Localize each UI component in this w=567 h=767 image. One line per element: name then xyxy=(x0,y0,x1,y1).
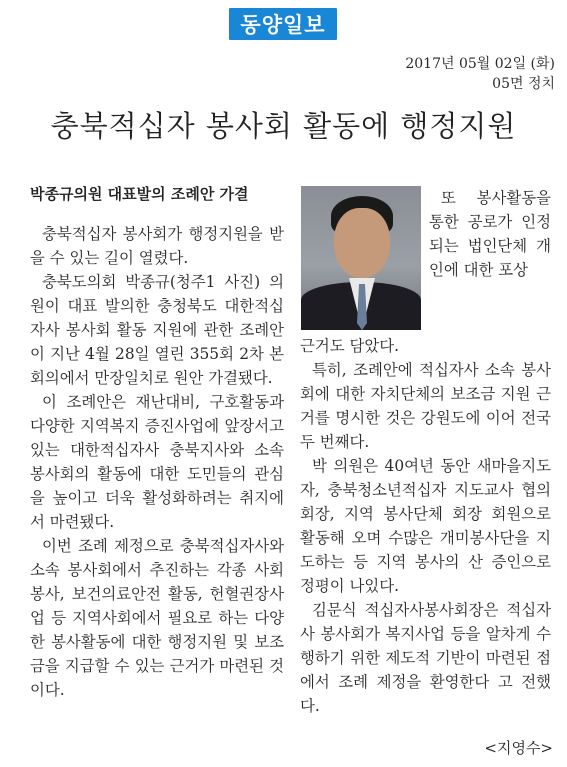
article-column-right-top xyxy=(429,186,551,282)
article-byline: <지영수> xyxy=(484,739,553,757)
newspaper-logo xyxy=(229,8,337,40)
publication-date: 2017년 05월 02일 (화) xyxy=(405,56,555,72)
paragraph: 이번 조례 제정으로 충북적십자사와 소속 봉사회에서 추진하는 각종 사회봉사, 보건의료안전 활동, 헌혈권장사업 등 지역사회에서 필요로 하는 다양한 봉사활동에 대한 행정지원 및 보조금을 지급할 수 있는 근거가 마련된 것이다. xyxy=(30,537,284,699)
paragraph: 또 봉사활동을 통한 공로가 인정되는 법인단체 개인에 대한 포상 xyxy=(429,189,551,279)
article-column-right xyxy=(300,334,551,718)
logo-text: 동양일보 xyxy=(240,13,326,37)
article-subheadline: 박종규의원 대표발의 조례안 가결 xyxy=(30,185,249,203)
paragraph: 박 의원은 40여년 동안 새마을지도자, 충북청소년적십자 지도교사 협의회장, 지역 봉사단체 회장 회원으로 활동해 오며 수많은 개미봉사단을 지도하는 등 지역 봉사의 산 증인으로 정평이 나있다. xyxy=(300,457,551,595)
paragraph: 충북도의회 박종규(청주1 사진) 의원이 대표 발의한 충청북도 대한적십자사 봉사회 활동 지원에 관한 조례안 이 지난 4월 28일 열린 355회 2차 본회의에서 만장일치로 원안 가결됐다. xyxy=(30,273,284,387)
person-portrait-icon xyxy=(301,186,421,330)
article-column-left xyxy=(30,222,284,702)
page-section: 05면 정치 xyxy=(492,76,555,92)
paragraph: 이 조례안은 재난대비, 구호활동과 다양한 지역복지 증진사업에 앞장서고 있는 대한적십자사 충북지사와 소속 봉사회의 활동에 대한 도민들의 관심을 높이고 더욱 활성화하려는 취지에서 마련됐다. xyxy=(30,393,284,531)
paragraph: 충북적십자 봉사회가 행정지원을 받을 수 있는 길이 열렸다. xyxy=(30,225,284,267)
paragraph: 특히, 조례안에 적십자사 소속 봉사회에 대한 자치단체의 보조금 지원 근거를 명시한 것은 강원도에 이어 전국 두 번째다. xyxy=(300,361,551,451)
article-headline: 충북적십자 봉사회 활동에 행정지원 xyxy=(50,109,517,143)
paragraph: 근거도 담았다. xyxy=(300,337,399,355)
paragraph: 김문식 적십자사봉사회장은 적십자사 봉사회가 복지사업 등을 알차게 수행하기 위한 제도적 기반이 마련된 점에서 조례 제정을 환영한다 고 전했다. xyxy=(300,601,551,715)
